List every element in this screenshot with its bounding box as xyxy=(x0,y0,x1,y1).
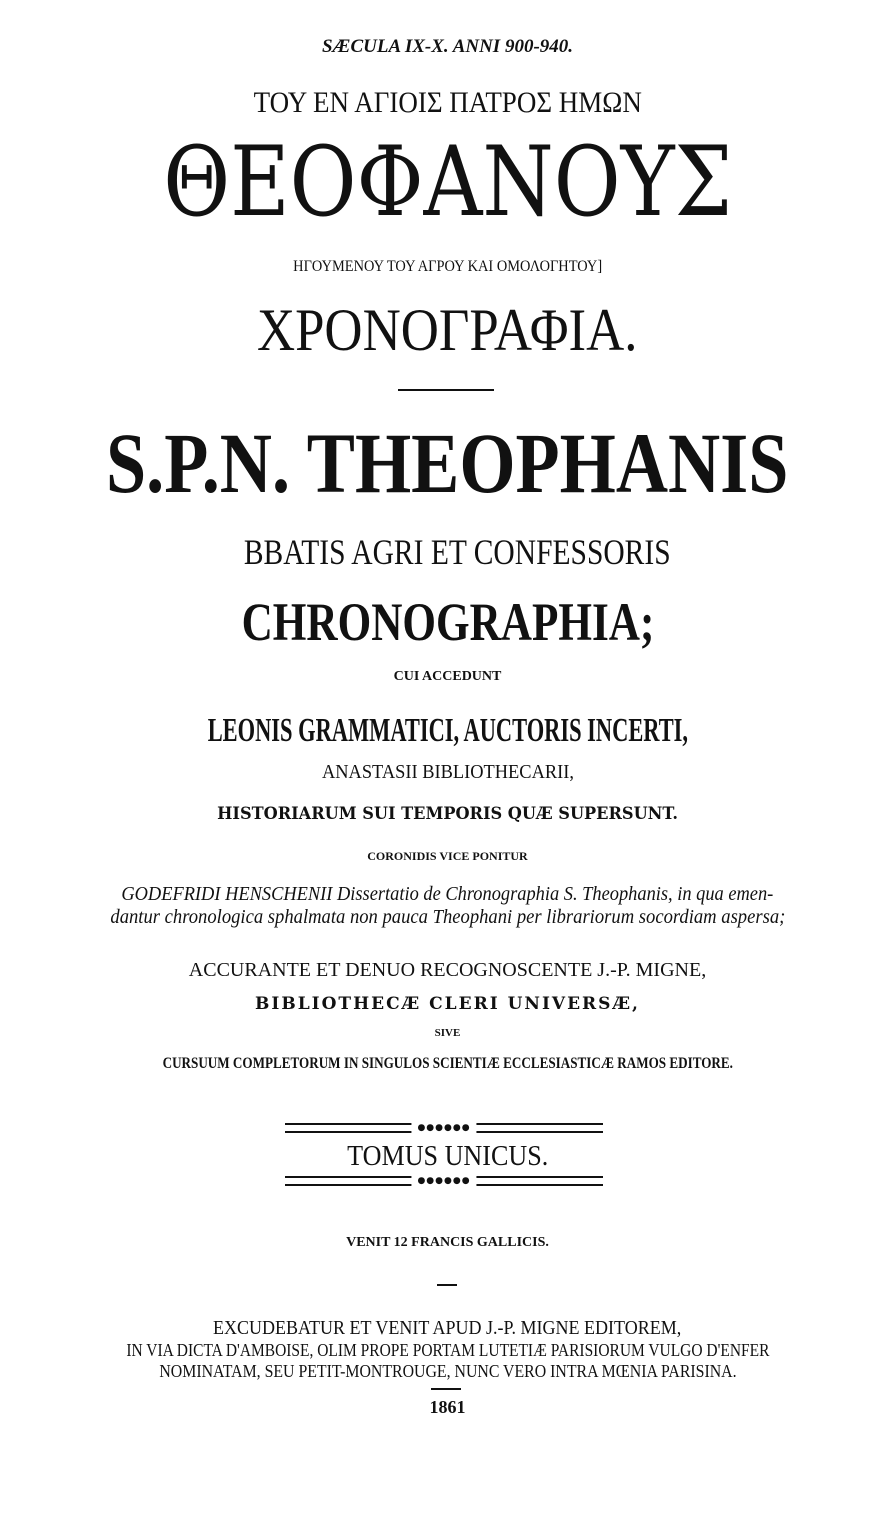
greek-subtitle: ΗΓΟΥΜΕΝΟΥ ΤΟΥ ΑΓΡΟΥ ΚΑΙ ΟΜΟΛΟΓΗΤΟΥ] xyxy=(293,258,602,275)
bibliothecae-line: BIBLIOTHECÆ CLERI UNIVERSÆ, xyxy=(255,994,640,1014)
separator-rule xyxy=(398,389,494,391)
authors-line-2: ANASTASII BIBLIOTHECARII, xyxy=(321,761,574,783)
latin-work-title: CHRONOGRAPHIA; xyxy=(241,592,654,652)
greek-author-name: ΘΕΟΦΑΝΟΥΣ xyxy=(162,126,733,238)
latin-subtitle: BBATIS AGRI ET CONFESSORIS xyxy=(244,532,671,572)
dissertatio-line-2: dantur chronologica sphalmata non pauca Theophani per librariorum socordiam aspersa; xyxy=(110,906,785,928)
greek-work-title: ΧΡΟΝΟΓΡΑΦΙΑ. xyxy=(257,297,638,363)
venit-line: VENIT 12 FRANCIS GALLICIS. xyxy=(346,1235,549,1250)
saecula-line: SÆCULA IX-X. ANNI 900-940. xyxy=(321,36,574,57)
cui-accedunt: CUI ACCEDUNT xyxy=(393,669,502,684)
excudebatur-line: EXCUDEBATUR ET VENIT APUD J.-P. MIGNE EDITOREM, xyxy=(213,1317,682,1339)
top-ornament-rule: ●●●●●● xyxy=(285,1123,603,1133)
latin-author-name: S.P.N. THEOPHANIS xyxy=(106,415,789,511)
historiarum-line: HISTORIARUM SUI TEMPORIS QUÆ SUPERSUNT. xyxy=(217,804,678,824)
bottom-ornament-rule: ●●●●●● xyxy=(285,1176,603,1186)
cursuum-line: CURSUUM COMPLETORUM IN SINGULOS SCIENTIÆ ECCLESIASTICÆ RAMOS EDITORE. xyxy=(162,1055,733,1072)
tomus-line: TOMUS UNICUS. xyxy=(346,1140,549,1172)
address-line-1: IN VIA DICTA D'AMBOISE, OLIM PROPE PORTAM LUTETIÆ PARISIORUM VULGO D'ENFER xyxy=(125,1340,770,1360)
accurante-line: ACCURANTE ET DENUO RECOGNOSCENTE J.-P. MIGNE, xyxy=(188,959,707,981)
year-line: 1861 xyxy=(429,1397,466,1417)
dissertatio-line-1: GODEFRIDI HENSCHENII Dissertatio de Chronographia S. Theophanis, in qua emen- xyxy=(121,883,774,905)
address-line-2: NOMINATAM, SEU PETIT-MONTROUGE, NUNC VERO INTRA MŒNIA PARISINA. xyxy=(158,1361,737,1381)
short-dash-2 xyxy=(431,1388,461,1390)
coronidis-line: CORONIDIS VICE PONITUR xyxy=(367,849,528,863)
sive-line: SIVE xyxy=(434,1027,461,1039)
greek-intro: ΤΟΥ ΕΝ ΑΓΙΟΙΣ ΠΑΤΡΟΣ ΗΜΩΝ xyxy=(253,86,642,119)
authors-line-1: LEONIS GRAMMATICI, AUCTORIS INCERTI, xyxy=(207,712,688,749)
short-dash xyxy=(437,1284,457,1286)
